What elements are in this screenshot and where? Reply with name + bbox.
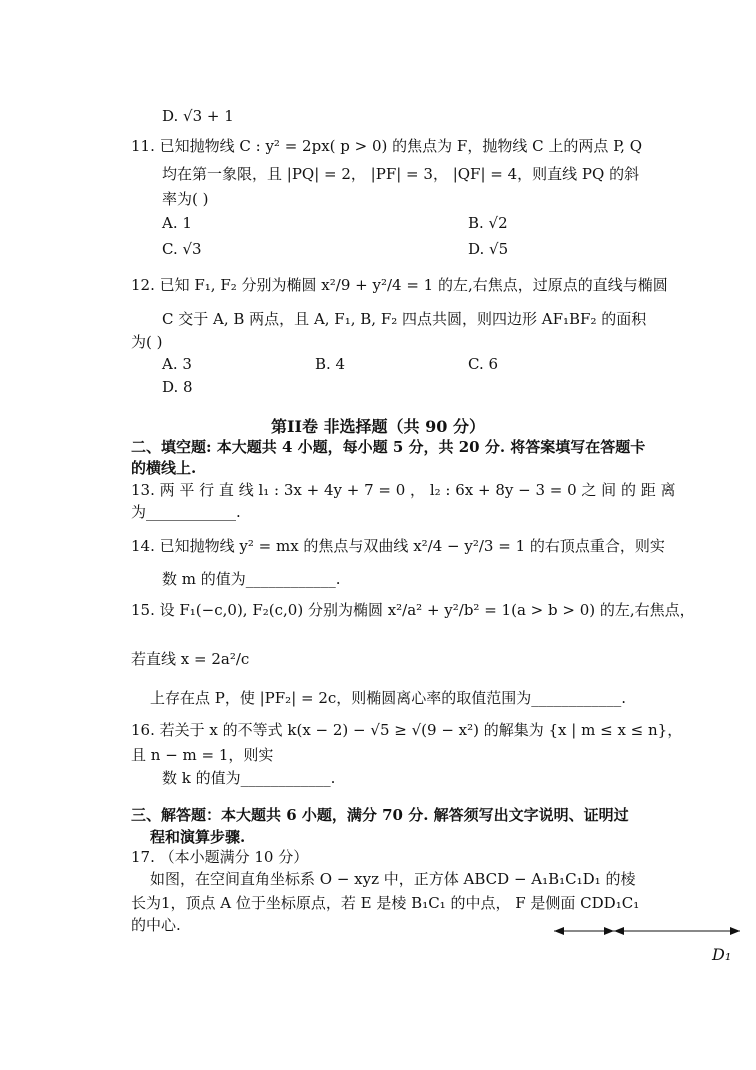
q15-line1: 15. 设 F₁(−c,0), F₂(c,0) 分别为椭圆 x²/a² + y²/b² = 1(a > b > 0) 的左,右焦点， (131, 601, 695, 619)
q17-line2: 如图，在空间直角坐标系 O − xyz 中，正方体 ABCD − A₁B₁C₁D₁ 的棱 (150, 870, 636, 888)
section3-heading-line1: 三、解答题：本大题共 6 小题，满分 70 分. 解答须写出文字说明、证明过 (131, 806, 629, 824)
q12-option-d: D. 8 (162, 378, 193, 396)
section3-heading-line2: 程和演算步骤. (150, 828, 246, 846)
q11-stem-line1: 11. 已知抛物线 C : y² = 2px( p > 0) 的焦点为 F，抛物线 C 上的两点 P, Q (131, 137, 642, 155)
q11-stem-line3: 率为( ) (162, 190, 209, 208)
q12-stem-line2: C 交于 A, B 两点，且 A, F₁, B, F₂ 四点共圆，则四边形 AF₁BF₂ 的面积 (162, 310, 647, 328)
q14-line2: 数 m 的值为____________. (162, 570, 341, 588)
q11-stem-line2: 均在第一象限，且 |PQ| = 2， |PF| = 3， |QF| = 4，则直线 PQ 的斜 (162, 165, 640, 183)
q11-option-d: D. √5 (468, 240, 509, 258)
q12-option-a: A. 3 (162, 355, 192, 373)
section2-heading-line2: 的横线上. (131, 459, 197, 477)
q11-option-b: B. √2 (468, 214, 508, 232)
q16-line3: 数 k 的值为____________. (162, 769, 336, 787)
q11-option-c: C. √3 (162, 240, 202, 258)
q17-line1: 17. （本小题满分 10 分） (131, 848, 309, 866)
q15-line3: 上存在点 P，使 |PF₂| = 2c，则椭圆离心率的取值范围为____________. (150, 689, 627, 707)
q11-option-a: A. 1 (162, 214, 192, 232)
q12-stem-line1: 12. 已知 F₁, F₂ 分别为椭圆 x²/9 + y²/4 = 1 的左,右焦点，过原点的直线与椭圆 (131, 276, 668, 294)
q17-line3: 长为1，顶点 A 位于坐标原点，若 E 是棱 B₁C₁ 的中点， F 是侧面 CDD₁C₁ (131, 894, 640, 912)
figure-label-d1: D₁ (712, 945, 732, 964)
figure-arrow-lines (548, 922, 746, 940)
q16-line1: 16. 若关于 x 的不等式 k(x − 2) − √5 ≥ √(9 − x²) 的解集为 {x | m ≤ x ≤ n}， (131, 721, 683, 739)
q12-option-b: B. 4 (315, 355, 346, 373)
q13-line1: 13. 两 平 行 直 线 l₁ : 3x + 4y + 7 = 0 ， l₂ : 6x + 8y − 3 = 0 之 间 的 距 离 (131, 481, 676, 499)
section2-heading-line1: 二、填空题: 本大题共 4 小题，每小题 5 分，共 20 分. 将答案填写在答题卡 (131, 438, 646, 456)
q14-line1: 14. 已知抛物线 y² = mx 的焦点与双曲线 x²/4 − y²/3 = 1 的右顶点重合，则实 (131, 537, 665, 555)
q13-line2: 为____________. (131, 503, 241, 521)
q16-line2: 且 n − m = 1，则实 (131, 746, 274, 764)
q12-stem-line3: 为( ) (131, 333, 163, 351)
q10-option-d: D. √3 + 1 (162, 107, 234, 125)
q15-line2: 若直线 x = 2a²/c (131, 650, 250, 668)
part2-title: 第II卷 非选择题（共 90 分） (271, 417, 485, 436)
q12-option-c: C. 6 (468, 355, 499, 373)
q17-line4: 的中心. (131, 916, 181, 934)
